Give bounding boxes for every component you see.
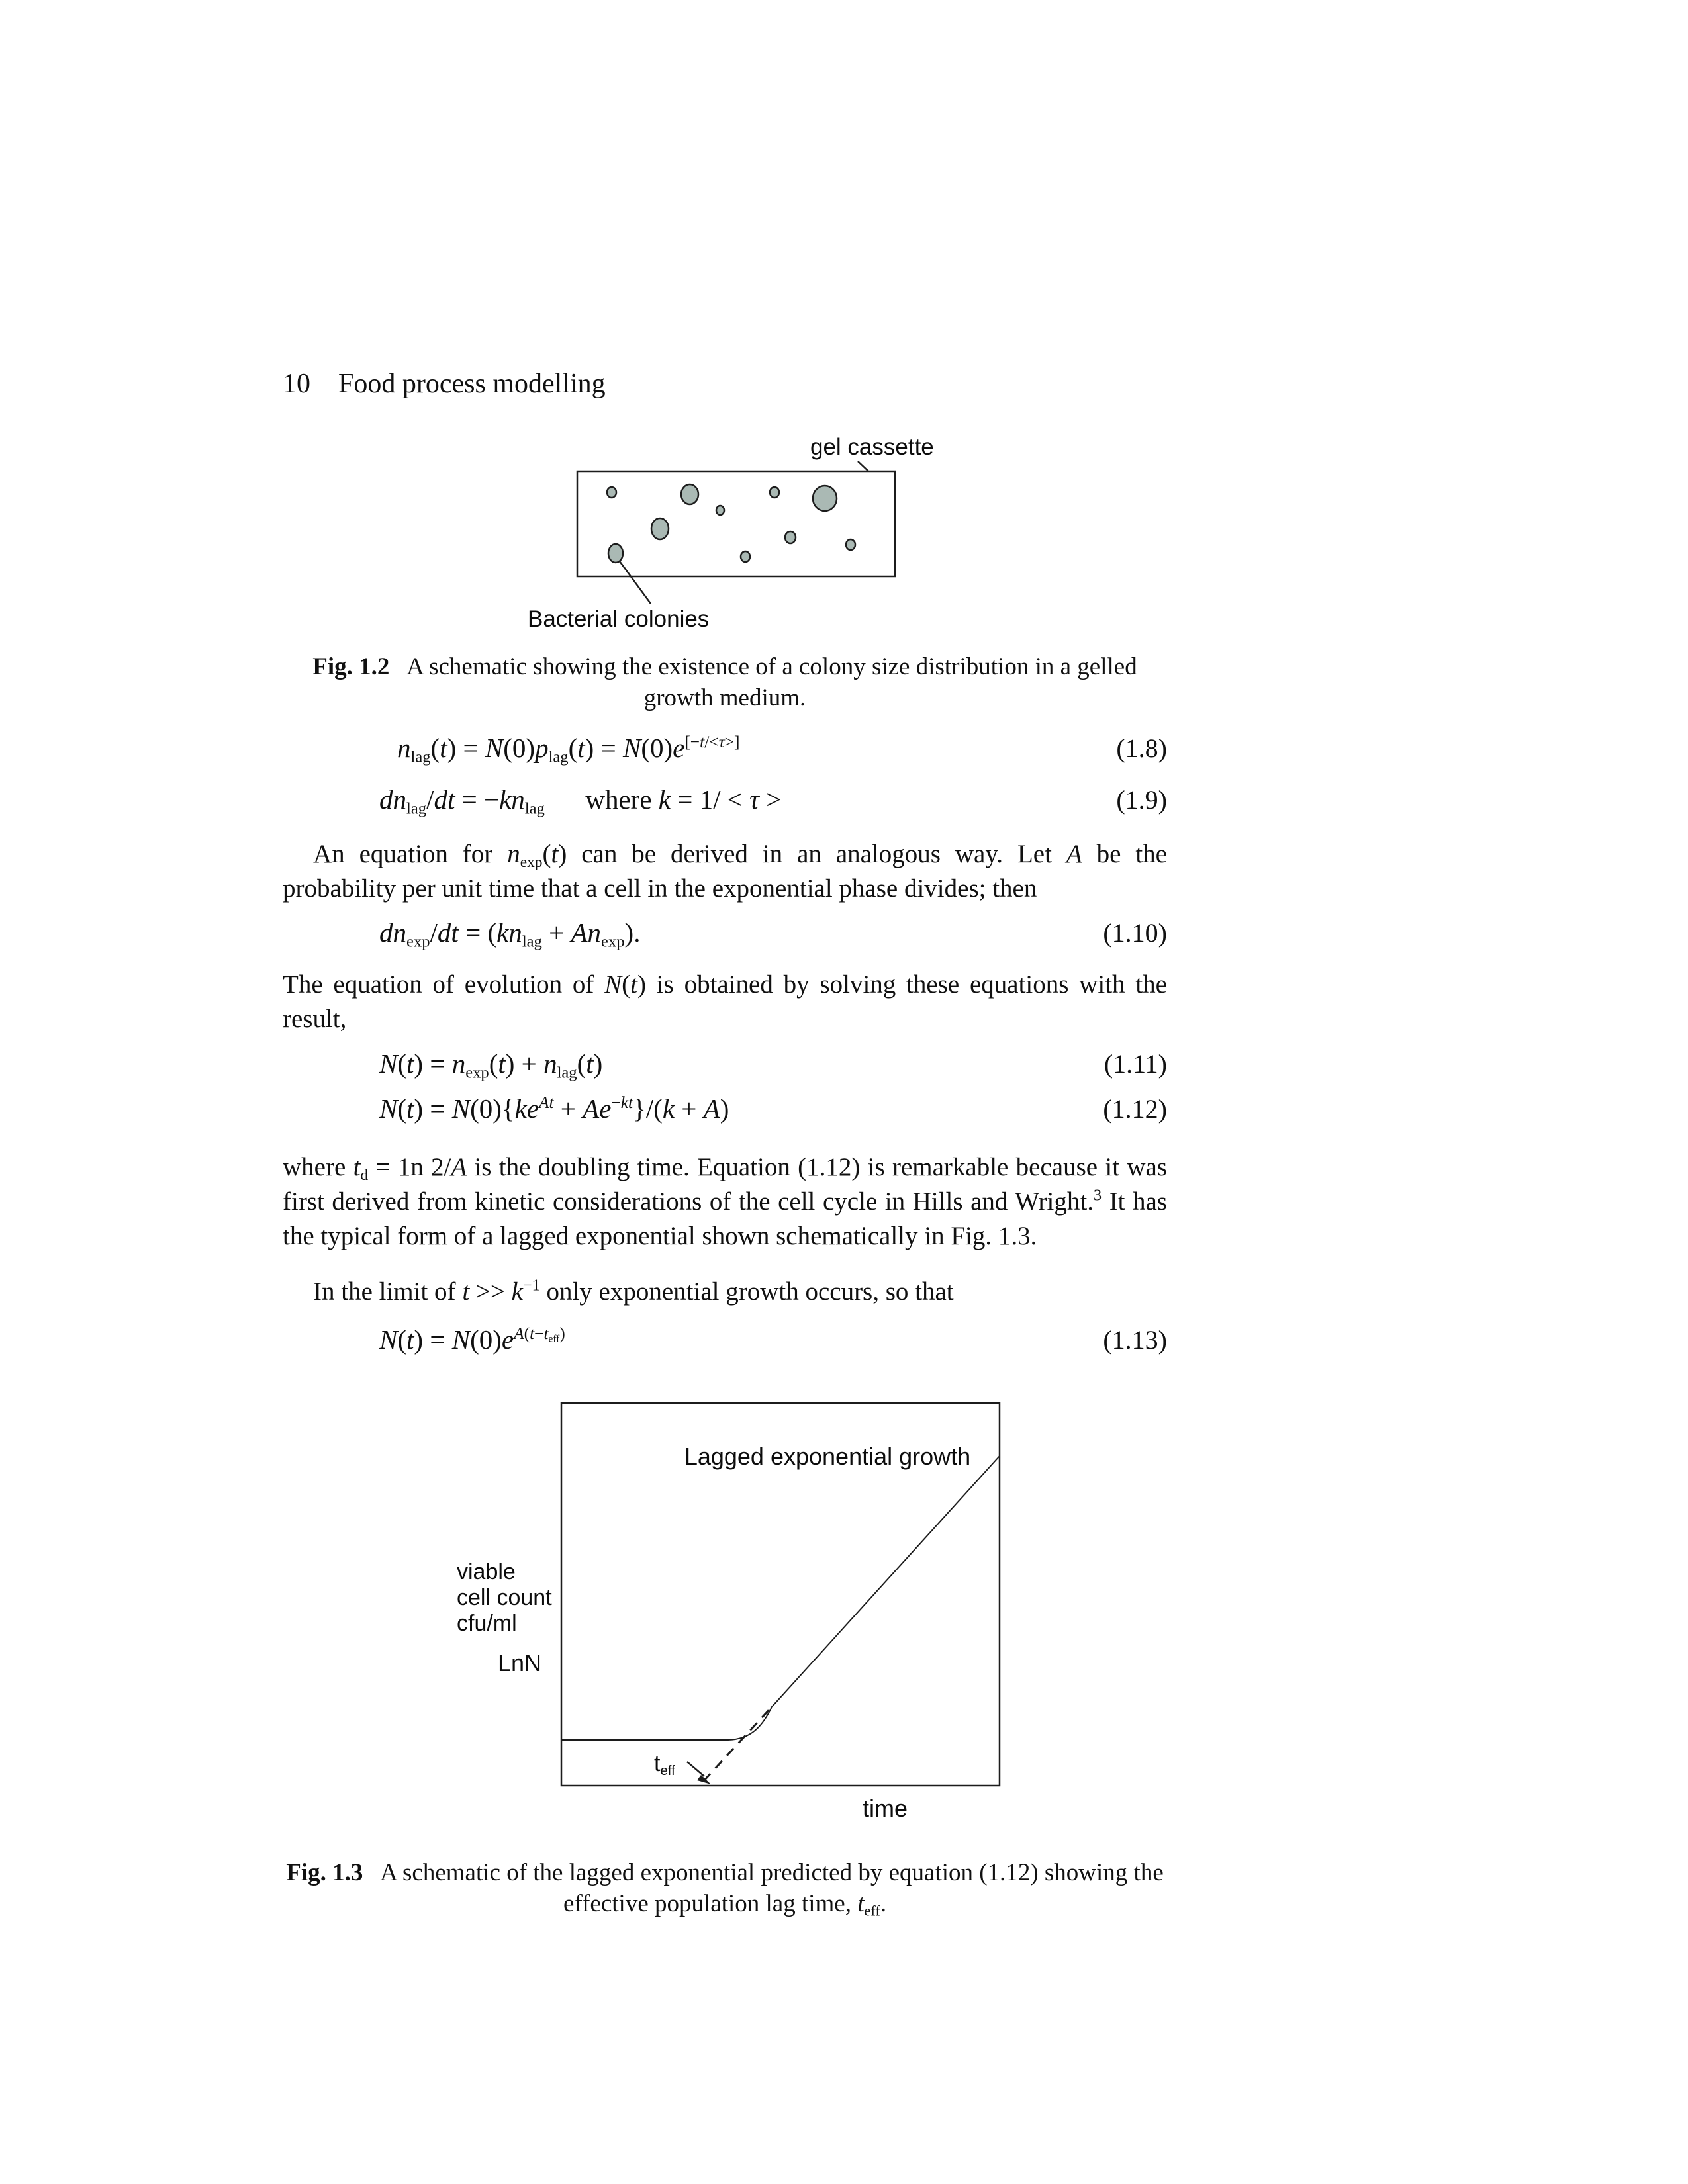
equation-number: (1.11) — [1103, 1049, 1167, 1079]
running-header — [283, 368, 606, 400]
colony-circle — [608, 544, 623, 563]
gel-cassette-leader-line — [858, 461, 869, 472]
equation-row-1-12 — [283, 1093, 1167, 1124]
paragraph-doubling-time: where $t_d = 1n$ 2/A is the doubling time. Equation (1.12) is remarkable because it was first derived from kinetic considerations of the cell cycle in Hills and Wright.$^3$ It has the typical form of a lagged exponential shown schematically in Fig. 1.3. — [283, 1153, 1167, 1250]
colony-circle — [681, 484, 698, 504]
colony-circle — [741, 551, 750, 562]
bacterial-colonies-label: Bacterial colonies — [528, 606, 710, 632]
equation-content: $N(t) = N(0)e^{A(t-t_{eff})}$ — [379, 1324, 565, 1355]
equation-content: $n_{lag}(t) = N(0)p_{lag}(t) = N(0)e[-t/<\tau>]$ — [397, 732, 740, 766]
paragraph-in-the-limit: In the limit of $t >> k^{-1}$ only exponential growth occurs, so that — [313, 1276, 954, 1306]
y-axis-label-line: viable — [457, 1559, 516, 1584]
equation-number: (1.10) — [1103, 918, 1167, 948]
teff-label: $t_{eff}$ — [654, 1751, 675, 1779]
x-axis-label: time — [862, 1795, 908, 1822]
equation-number: (1.9) — [1116, 785, 1167, 815]
running-title: Food process modelling — [338, 369, 606, 399]
y-axis-label-line: cfu/ml — [457, 1611, 517, 1636]
y-axis-label — [457, 1559, 552, 1637]
equation-number: (1.13) — [1103, 1325, 1167, 1355]
gel-cassette-rect — [577, 471, 895, 576]
colony-circle — [770, 487, 779, 498]
equation-row-1-9 — [283, 784, 1167, 818]
equation-row-1-8 — [283, 732, 1167, 764]
equation-row-1-13 — [283, 1324, 1167, 1355]
equation-row-1-10 — [283, 917, 1167, 951]
colony-circle — [607, 487, 616, 498]
colony-circle — [651, 518, 669, 539]
colony-circle — [846, 539, 855, 550]
y-axis-label-line: cell count — [457, 1585, 552, 1610]
equation-number: (1.8) — [1116, 733, 1167, 763]
equation-number: (1.12) — [1103, 1094, 1167, 1124]
equation-content: $dn_{lag}/dt = -kn_{lag}$ where k = 1/ < τ > — [379, 784, 782, 818]
figure-1-3-caption: Fig. 1.3 A schematic of the lagged exponential predicted by equation (1.12) showing the effective population lag time, $t_{eff}$. — [286, 1859, 1164, 1919]
equation-content: $dn_{exp}/dt = (kn_{lag} + An_{exp})$. — [379, 917, 641, 951]
paragraph-evolution: The equation of evolution of N(t) is obtained by solving these equations with the result, — [283, 970, 1167, 1033]
colony-circle — [716, 506, 724, 515]
page-number: 10 — [283, 369, 310, 399]
paragraph-an-equation: An equation for $n_{exp}(t)$ can be derived in an analogous way. Let A be the probability per unit time that a cell in the exponential phase divides; then — [283, 840, 1167, 903]
colony-circle — [813, 486, 837, 511]
equation-content: $N(t) = N(0)\{ke^{At} + Ae^{-kt}\}/(k + A)$ — [379, 1093, 729, 1124]
lnn-label: LnN — [498, 1649, 542, 1676]
equation-row-1-11 — [283, 1048, 1167, 1082]
colony-circle — [785, 531, 796, 543]
plot-title: Lagged exponential growth — [684, 1443, 971, 1470]
gel-cassette-label: gel cassette — [810, 434, 934, 460]
figure-1-2-caption: Fig. 1.2 A schematic showing the existence of a colony size distribution in a gelled growth medium. — [312, 653, 1137, 711]
equation-content: $N(t) = n_{exp}(t) + n_{lag}(t)$ — [379, 1048, 603, 1082]
